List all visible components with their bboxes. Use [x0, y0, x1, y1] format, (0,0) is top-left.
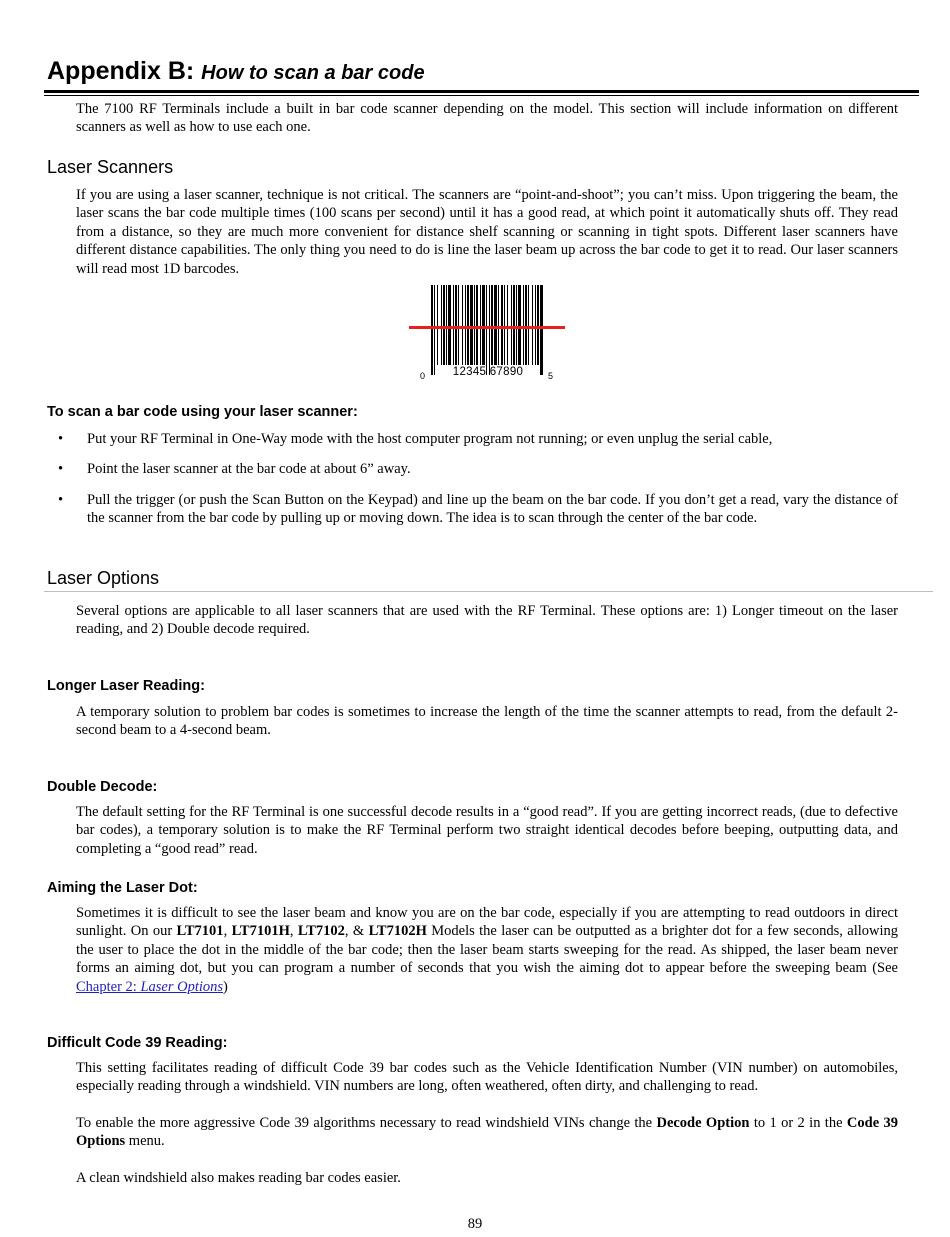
barcode-illustration	[405, 281, 570, 384]
double-decode-paragraph: The default setting for the RF Terminal is one successful decode results in a “good read”. If you are getting incorrect reads, (due to defective bar codes), a temporary solution is to make the RF Terminal perform two straight identical decodes before beeping, outputting data, and completing a “good read” read.	[76, 804, 898, 857]
barcode-bar	[516, 285, 517, 365]
code39-text: menu.	[125, 1133, 165, 1150]
double-decode-heading: Double Decode:	[47, 779, 158, 795]
barcode-bar	[465, 285, 466, 365]
barcode-bar	[540, 285, 543, 375]
list-item-text: Put your RF Terminal in One-Way mode with the host computer program not running; or even unplug the serial cable,	[87, 431, 773, 447]
barcode-bar	[470, 285, 473, 365]
barcode-bar	[476, 285, 478, 365]
aiming-text: )	[223, 978, 228, 995]
code39-text: To enable the more aggressive Code 39 algorithms necessary to read windshield VINs change the	[76, 1115, 657, 1131]
page-number: 89	[467, 1216, 483, 1232]
aiming-text: Sometimes it is difficult to see the laser beam and know you are on the bar code, especially if you are attempting to read outdoors in direct sunlight. On our	[76, 905, 898, 940]
barcode-bar	[535, 285, 536, 365]
code39-heading: Difficult Code 39 Reading:	[47, 1035, 228, 1051]
barcode-bar	[434, 285, 435, 375]
list-item-text: Pull the trigger (or push the Scan Button on the Keypad) and line up the beam on the bar code. If you don’t get a read, vary the distance of the scanner from the bar code by pulling up or moving down. The idea is to scan through the center of the bar code.	[87, 491, 898, 527]
model-separator: ,	[289, 923, 298, 940]
barcode-bar	[431, 285, 433, 375]
list-item	[58, 460, 898, 478]
barcode-bar	[525, 285, 527, 365]
barcode-bar	[513, 285, 515, 365]
scan-steps-heading: To scan a bar code using your laser scanner:	[47, 404, 358, 420]
barcode-bar	[467, 285, 469, 365]
barcode-bar	[523, 285, 524, 365]
model-separator: ,	[223, 923, 232, 940]
laser-scanners-paragraph: If you are using a laser scanner, technique is not critical. The scanners are “point-and-shoot”; you can’t miss. Upon triggering the beam, the laser scans the bar code multiple times (100 scans per second) until it has a good read, at which point it automatically shuts off. They read from a distance, so they are much more convenient for distance shelf scanning or scanning in tight spots. Different laser scanners have different distance capabilities. The only thing you need to do is line the laser beam up across the bar code to get it to read. Our laser scanners will read most 1D barcodes.	[76, 187, 898, 277]
decode-option-label: Decode Option	[656, 1115, 750, 1131]
title-rule-thick	[44, 90, 919, 93]
code39-paragraph-3: A clean windshield also makes reading bar codes easier.	[76, 1170, 401, 1186]
barcode-bar	[507, 285, 508, 365]
barcode-bar	[453, 285, 454, 365]
chapter-2-laser-options-link[interactable]	[76, 979, 223, 995]
code39-paragraph-2	[76, 1114, 898, 1151]
laser-options-heading: Laser Options	[47, 568, 160, 588]
laser-options-rule	[44, 591, 933, 592]
code39-text: to 1 or 2 in the	[749, 1115, 847, 1131]
model-name: LT7101	[176, 923, 224, 940]
barcode-bar	[480, 285, 481, 365]
model-name: LT7101H	[231, 923, 290, 940]
list-item	[58, 491, 898, 528]
barcode-bar	[489, 285, 490, 375]
intro-paragraph: The 7100 RF Terminals include a built in bar code scanner depending on the model. This section will include information on different scanners as well as how to use each one.	[76, 101, 898, 136]
longer-reading-heading: Longer Laser Reading:	[47, 678, 205, 694]
aiming-heading: Aiming the Laser Dot:	[47, 880, 198, 896]
barcode-bars	[431, 285, 543, 375]
barcode-bar	[486, 285, 487, 375]
barcode-left-digit: 0	[420, 371, 426, 381]
barcode-bar	[518, 285, 521, 365]
laser-beam-line	[409, 326, 565, 329]
barcode-bar	[511, 285, 512, 365]
longer-reading-paragraph: A temporary solution to problem bar codes is sometimes to increase the length of the time the scanner attempts to read, from the default 2-second beam to a 4-second beam.	[76, 704, 898, 739]
link-chapter-text: Chapter 2:	[76, 978, 141, 995]
barcode-bar	[528, 285, 529, 365]
scan-steps-list	[58, 430, 898, 540]
barcode-bar	[498, 285, 499, 365]
barcode-bar	[458, 285, 459, 365]
laser-scanners-heading: Laser Scanners	[47, 157, 174, 177]
code39-paragraph-1: This setting facilitates reading of difficult Code 39 bar codes such as the Vehicle Identification Number (VIN number) on automobiles, especially reading through a windshield. VIN numbers are long, often weathered, often dirty, and challenging to read.	[76, 1060, 898, 1095]
title-subtitle: How to scan a bar code	[201, 62, 425, 84]
model-name: LT7102H	[368, 923, 427, 940]
barcode-bar	[441, 285, 442, 365]
page-title	[47, 57, 425, 86]
barcode-bar	[532, 285, 533, 365]
barcode-bar	[494, 285, 497, 365]
list-item	[58, 430, 898, 448]
barcode-bar	[462, 285, 463, 365]
title-rule-thin	[44, 95, 919, 96]
bullet-glyph: •	[58, 431, 64, 447]
model-name: LT7102	[297, 923, 345, 940]
barcode-bar	[491, 285, 493, 365]
bullet-glyph: •	[58, 461, 64, 478]
barcode-bar	[474, 285, 475, 365]
barcode-right-digit: 5	[548, 371, 554, 381]
barcode-bar	[446, 285, 447, 365]
barcode-bar	[482, 285, 485, 365]
aiming-paragraph	[76, 904, 898, 996]
bullet-glyph: •	[58, 491, 64, 508]
barcode-bar	[437, 285, 438, 365]
title-main: Appendix B:	[47, 57, 195, 85]
laser-options-paragraph: Several options are applicable to all laser scanners that are used with the RF Terminal. These options are: 1) Longer timeout on the laser reading, and 2) Double decode required.	[76, 603, 898, 638]
barcode-bar	[443, 285, 445, 365]
barcode-bar	[537, 285, 539, 365]
code39-options-label: Code 39 Options	[76, 1115, 898, 1150]
model-separator: , &	[344, 923, 369, 940]
barcode-digits: 12345 67890	[452, 366, 524, 378]
link-section-text: Laser Options	[140, 978, 224, 995]
barcode-bar	[448, 285, 451, 365]
list-item-text: Point the laser scanner at the bar code at about 6” away.	[87, 461, 411, 478]
aiming-text: Models the laser can be outputted as a brighter dot for a few seconds, allowing the user to place the dot in the middle of the bar code; then the laser beam starts sweeping for the read. As shipped, the laser beam never forms an aiming dot, but you can program a number of seconds that you wish the aiming dot to appear before the sweeping beam (See	[76, 923, 899, 977]
barcode-bar	[455, 285, 457, 365]
barcode-bar	[501, 285, 503, 365]
barcode-bar	[504, 285, 505, 365]
